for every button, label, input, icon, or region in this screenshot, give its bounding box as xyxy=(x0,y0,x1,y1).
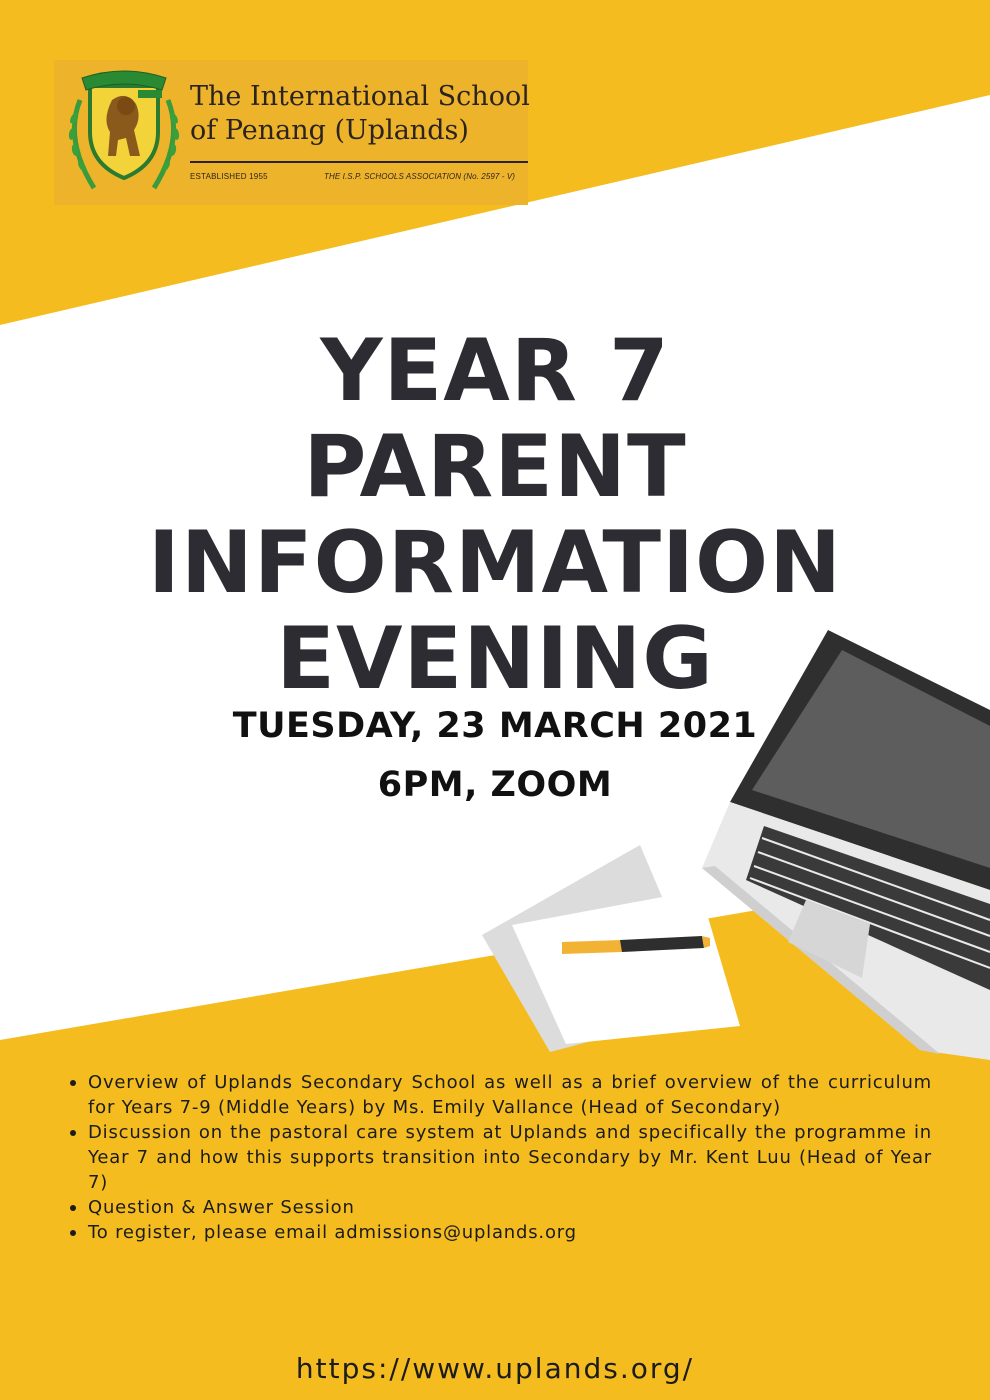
list-item xyxy=(66,1070,932,1120)
bullet-icon xyxy=(70,1205,76,1211)
bullet-icon xyxy=(70,1130,76,1136)
school-name-line1: The International School xyxy=(190,81,530,112)
event-time: 6PM, ZOOM xyxy=(377,765,613,805)
list-item xyxy=(66,1220,932,1245)
list-item-text: To register, please email admissions@uplands.org xyxy=(88,1222,577,1243)
school-name xyxy=(190,80,530,148)
bullet-icon xyxy=(70,1080,76,1086)
logo-divider xyxy=(190,161,528,163)
bullet-icon xyxy=(70,1230,76,1236)
event-date: TUESDAY, 23 MARCH 2021 xyxy=(232,706,758,746)
headline-line1: YEAR 7 xyxy=(320,321,670,421)
association-text: THE I.S.P. SCHOOLS ASSOCIATION (No. 2597 - V) xyxy=(324,172,516,181)
headline-line4: EVENING xyxy=(276,609,714,709)
school-crest-icon xyxy=(54,60,194,205)
laptop-illustration xyxy=(470,630,990,1060)
school-name-line2: of Penang (Uplands) xyxy=(190,115,469,146)
website-url: https://www.uplands.org/ xyxy=(295,1352,695,1385)
headline-line2: PARENT xyxy=(303,417,687,517)
established-text: ESTABLISHED 1955 xyxy=(190,172,268,181)
headline-line3: INFORMATION xyxy=(147,513,843,613)
laptop-icon xyxy=(702,630,990,1060)
list-item xyxy=(66,1120,932,1195)
list-item-text: Overview of Uplands Secondary School as well as a brief overview of the curriculum for Years 7-9 (Middle Years) by Ms. Emily Vallance (Head of Secondary) xyxy=(88,1072,932,1118)
school-logo xyxy=(54,60,528,205)
list-item xyxy=(66,1195,932,1220)
list-item-text: Discussion on the pastoral care system at Uplands and specifically the programme in Year 7 and how this supports transition into Secondary by Mr. Kent Luu (Head of Year 7) xyxy=(88,1122,932,1193)
agenda-list xyxy=(66,1070,932,1245)
list-item-text: Question & Answer Session xyxy=(88,1197,355,1218)
